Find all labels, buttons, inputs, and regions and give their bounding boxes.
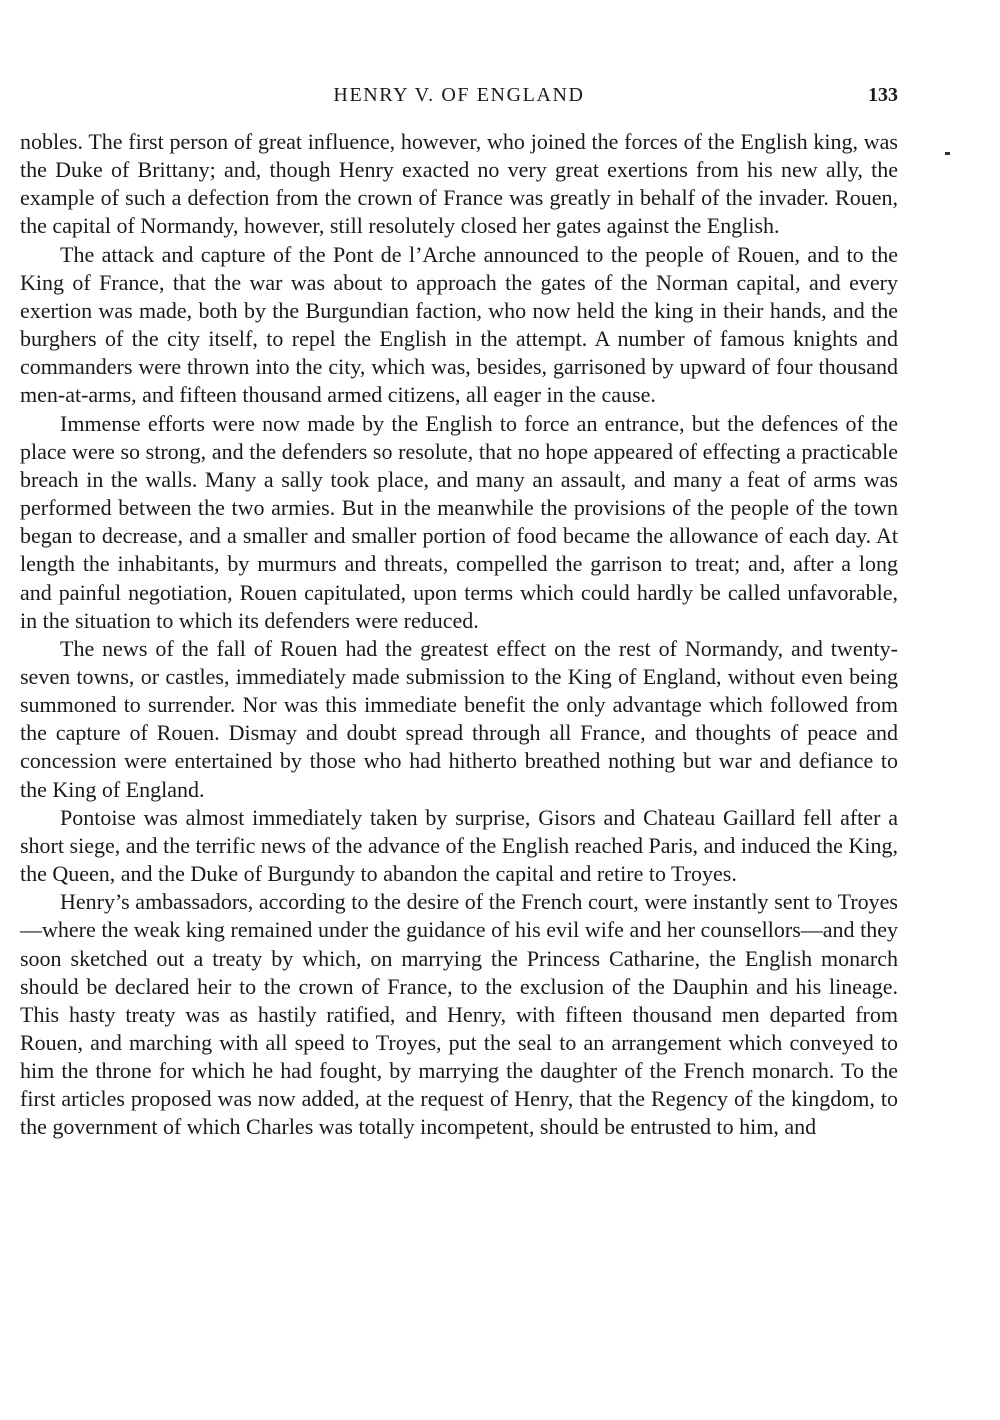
body-text xyxy=(20,128,898,1142)
running-head xyxy=(20,80,898,110)
paragraph-siege-of-rouen: Immense efforts were now made by the English to force an entrance, but the defences of the place were so strong, and the defenders so resolute, that no hope appeared of effecting a practicable breach in the walls. Many a sally took place, and many an assault, and many a feat of arms was performed between the two armies. But in the meanwhile the provisions of the people of the town began to decrease, and a smaller and smaller portion of food became the allowance of each day. At length the inhabitants, by murmurs and threats, compelled the garrison to treat; and, after a long and painful negotiation, Rouen capitulated, upon terms which could hardly be called unfavorable, in the situation to which its defenders were reduced. xyxy=(20,410,898,633)
paragraph-fall-of-rouen: The news of the fall of Rouen had the greatest effect on the rest of Normandy, and twenty-seven towns, or castles, immediately made submission to the King of England, without even being summoned to surrender. Nor was this immediate benefit the only advantage which followed from the capture of Rouen. Dismay and doubt spread through all France, and thoughts of peace and concession were entertained by those who had hitherto breathed nothing but war and defiance to the King of England. xyxy=(20,635,898,802)
paragraph-continued: nobles. The first person of great influence, however, who joined the forces of the English king, was the Duke of Brittany; and, though Henry exacted no very great exertions from his new ally, the example of such a defection from the crown of France was greatly in behalf of the invader. Rouen, the capital of Normandy, however, still resolutely closed her gates against the English. xyxy=(20,129,898,239)
paragraph-pontoise: Pontoise was almost immediately taken by surprise, Gisors and Chateau Gaillard fell after a short siege, and the terrific news of the advance of the English reached Paris, and induced the King, the Queen, and the Duke of Burgundy to abandon the capital and retire to Troyes. xyxy=(20,804,898,887)
page-number: 133 xyxy=(868,84,898,106)
ink-speck xyxy=(945,152,950,155)
paragraph-treaty-of-troyes: Henry’s ambassadors, according to the desire of the French court, were instantly sent to Troyes—where the weak king remained under the guidance of his evil wife and her counsellors—and they soon sketched out a treaty by which, on marrying the Princess Catharine, the English monarch should be declared heir to the crown of France, to the exclusion of the Dauphin and his lineage. This hasty treaty was as hastily ratified, and Henry, with fifteen thousand men departed from Rouen, and marching with all speed to Troyes, put the seal to an arrangement which conveyed to him the throne for which he had fought, by marrying the daughter of the French monarch. To the first articles proposed was now added, at the request of Henry, that the Regency of the kingdom, to the government of which Charles was totally incompetent, should be entrusted to him, and xyxy=(20,889,898,1140)
running-title: HENRY V. OF ENGLAND xyxy=(333,84,585,106)
paragraph-pont-de-l-arche: The attack and capture of the Pont de l’Arche announced to the people of Rouen, and to the King of France, that the war was about to approach the gates of the Norman capital, and every exertion was made, both by the Burgundian faction, who now held the king in their hands, and the burghers of the city itself, to repel the English in the attempt. A number of famous knights and commanders were thrown into the city, which was, besides, garrisoned by upward of four thousand men-at-arms, and fifteen thousand armed citizens, all eager in the cause. xyxy=(20,241,898,408)
